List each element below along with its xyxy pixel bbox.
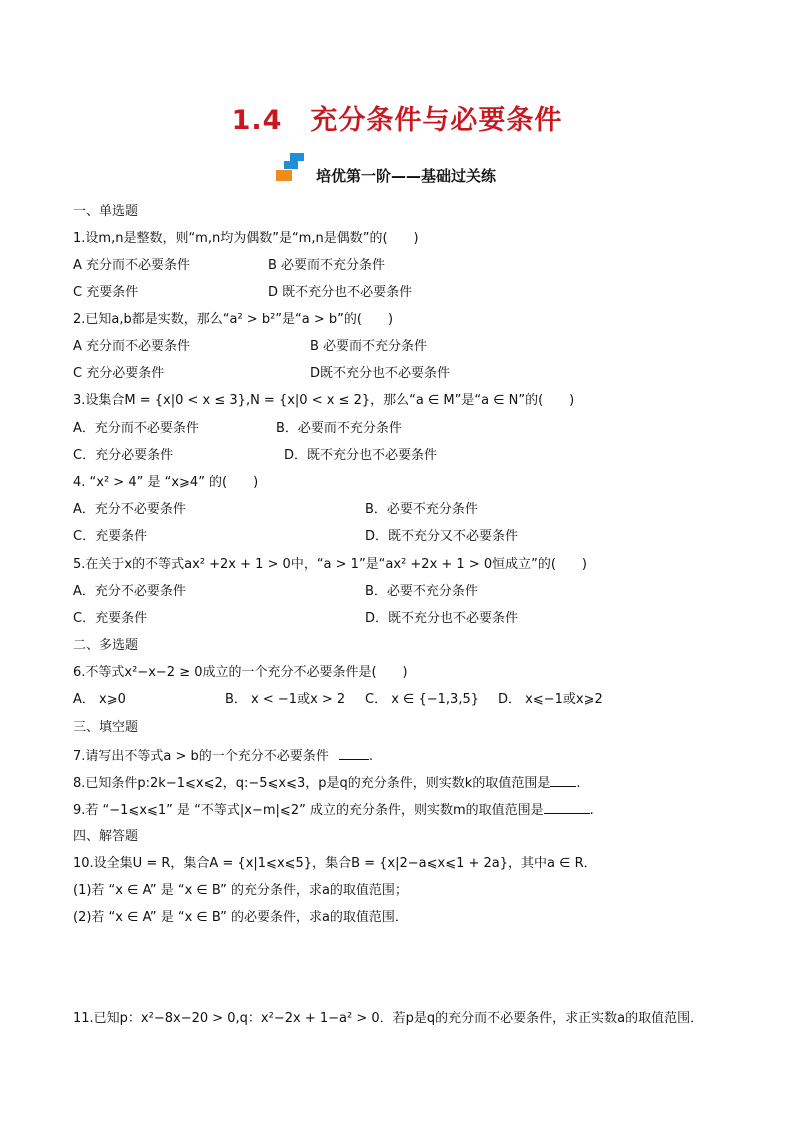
q9-answer-blank[interactable] [544,801,590,814]
q7-answer-blank[interactable] [339,747,369,760]
q1-option-a: A 充分而不必要条件 [73,258,191,273]
q2-option-a: A 充分而不必要条件 [73,339,191,354]
q1-option-c: C 充要条件 [73,285,139,300]
q4-option-a: A．充分不必要条件 [73,502,186,517]
q2-option-c: C 充分必要条件 [73,366,165,381]
q2-option-d: D既不充分也不必要条件 [310,366,451,381]
q9-period: . [589,803,594,818]
q6-option-d: D． x⩽−1或x⩾2 [498,692,603,707]
section-heading-single-choice: 一、单选题 [73,204,139,219]
q5-option-c: C．充要条件 [73,611,148,626]
q5-option-a: A．充分不必要条件 [73,584,186,599]
q10-stem: 10.设全集U = R，集合A = {x|1⩽x⩽5}，集合B = {x|2−a⩽x⩽1 + 2a}，其中a ∈ R． [73,856,597,871]
q10-part-2: (2)若 “x ∈ A” 是 “x ∈ B” 的必要条件，求a的取值范围． [73,910,408,925]
q6-option-c: C． x ∈ {−1,3,5} [365,692,480,707]
q8-answer-blank[interactable] [550,774,576,787]
q6-stem: 6.不等式x²−x−2 ≥ 0成立的一个充分不必要条件是( ) [73,665,408,680]
q11-stem: 11.已知p：x²−8x−20 > 0,q：x²−2x + 1−a² > 0．若p是q的充分而不必要条件，求正实数a的取值范围． [73,1011,704,1026]
q7-text: 7.请写出不等式a > b的一个充分不必要条件 [73,749,329,764]
q1-stem: 1.设m,n是整数，则“m,n均为偶数”是“m,n是偶数”的( ) [73,231,419,246]
q6-option-b: B． x < −1或x > 2 [225,692,346,707]
section-heading-multiple-choice: 二、多选题 [73,638,139,653]
stairs-logo-icon [276,153,310,183]
q2-stem: 2.已知a,b都是实数，那么“a² > b²”是“a > b”的( ) [73,312,394,327]
q10-part-1: (1)若 “x ∈ A” 是 “x ∈ B” 的充分条件，求a的取值范围； [73,883,408,898]
q9-text: 9.若 “−1⩽x⩽1” 是 “不等式|x−m|⩽2” 成立的充分条件，则实数m的取值范围是 [73,803,544,818]
q4-option-c: C．充要条件 [73,529,148,544]
q8-period: . [576,776,581,791]
section-heading-fill-blank: 三、填空题 [73,720,139,735]
q6-option-a: A． x⩾0 [73,692,126,707]
subtitle: 培优第一阶——基础过关练 [316,167,497,185]
q2-option-b: B 必要而不充分条件 [310,339,428,354]
q1-option-b: B 必要而不充分条件 [268,258,386,273]
q3-option-c: C．充分必要条件 [73,448,174,463]
q3-stem: 3.设集合M = {x|0 < x ≤ 3},N = {x|0 < x ≤ 2}，那么“a ∈ M”是“a ∈ N”的( ) [73,393,575,408]
q3-option-b: B．必要而不充分条件 [276,421,402,436]
q1-option-d: D 既不充分也不必要条件 [268,285,413,300]
q5-option-d: D．既不充分也不必要条件 [365,611,519,626]
q5-option-b: B．必要不充分条件 [365,584,478,599]
q8-line [73,774,580,792]
q3-option-d: D．既不充分也不必要条件 [284,448,438,463]
q4-stem: 4. “x² > 4” 是 “x⩾4” 的( ) [73,475,259,490]
section-heading-solution: 四、解答题 [73,829,139,844]
q9-line [73,801,594,819]
q5-stem: 5.在关于x的不等式ax² +2x + 1 > 0中，“a > 1”是“ax² +2x + 1 > 0恒成立”的( ) [73,557,588,572]
q3-option-a: A．充分而不必要条件 [73,421,199,436]
q7-period: . [368,749,374,764]
q8-text: 8.已知条件p:2k−1⩽x⩽2，q:−5⩽x⩽3，p是q的充分条件，则实数k的取值范围是 [73,776,551,791]
q4-option-d: D．既不充分又不必要条件 [365,529,519,544]
q7-line [73,747,373,765]
q4-option-b: B．必要不充分条件 [365,502,478,517]
page-title: 1.4 充分条件与必要条件 [231,105,563,136]
